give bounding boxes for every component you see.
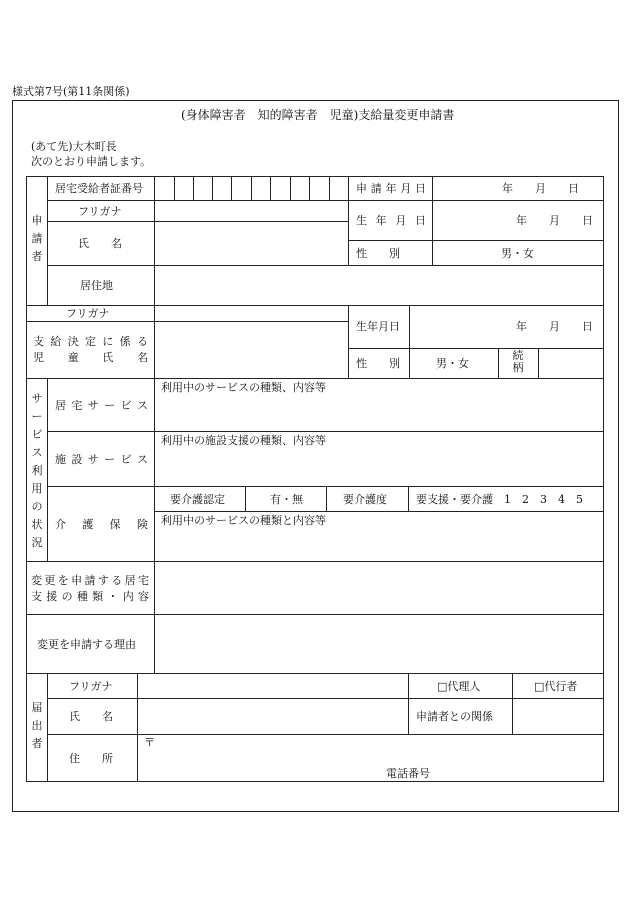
submitter-section-label: 届出者 xyxy=(31,701,43,750)
applicant-furigana-input[interactable] xyxy=(155,201,348,221)
change-kind-input[interactable] xyxy=(155,562,603,614)
child-relation-label: 続柄 xyxy=(512,349,524,374)
care-insurance-label: 介 護 保 険 xyxy=(55,518,148,531)
care-service-input[interactable] xyxy=(155,529,603,561)
cert-no-input[interactable] xyxy=(155,177,348,200)
submitter-name-input[interactable] xyxy=(138,699,408,734)
change-reason-label: 変更を申請する理由 xyxy=(37,638,136,651)
applicant-name-label: 氏 名 xyxy=(78,237,122,250)
submitter-furigana-label: フリガナ xyxy=(69,680,113,693)
care-service-desc: 利用中のサービスの種類と内容等 xyxy=(161,514,326,527)
cert-no-label: 居宅受給者証番号 xyxy=(55,182,143,195)
home-service-desc: 利用中のサービスの種類、内容等 xyxy=(161,381,326,394)
change-reason-input[interactable] xyxy=(155,615,603,673)
applicant-address-input[interactable] xyxy=(155,266,603,305)
applicant-furigana-label: フリガナ xyxy=(78,205,122,218)
care-cert-value[interactable]: 有・無 xyxy=(270,493,303,506)
applicant-dob-label: 生 年 月 日 xyxy=(356,214,426,227)
agent-checkbox[interactable]: □代理人 xyxy=(437,680,481,693)
submitter-furigana-input[interactable] xyxy=(138,674,408,698)
child-furigana-input[interactable] xyxy=(155,306,348,321)
applicant-sex-label: 性 別 xyxy=(356,247,400,260)
facility-service-label: 施 設 サ ー ビ ス xyxy=(55,453,148,466)
applicant-section-label: 申請者 xyxy=(31,214,43,263)
home-service-input[interactable] xyxy=(155,396,603,431)
intro-text: 次のとおり申請します。 xyxy=(31,155,152,168)
facility-service-desc: 利用中の施設支援の種類、内容等 xyxy=(161,434,326,447)
application-date-value[interactable]: 年 月 日 xyxy=(502,182,579,195)
applicant-sex-value[interactable]: 男・女 xyxy=(501,247,534,260)
applicant-dob-value[interactable]: 年 月 日 xyxy=(516,214,593,227)
phone-number-label: 電話番号 xyxy=(386,767,430,780)
submitter-address-label: 住 所 xyxy=(69,752,113,765)
submitter-address-input[interactable] xyxy=(138,735,603,765)
addressee: (あて先)大木町長 xyxy=(31,140,117,153)
child-furigana-label: フリガナ xyxy=(66,307,110,320)
change-kind-label-2: 支 援 の 種 類 ・ 内 容 xyxy=(31,590,149,603)
child-dob-value[interactable]: 年 月 日 xyxy=(516,320,593,333)
home-service-label: 居 宅 サ ー ビ ス xyxy=(55,399,148,412)
proxy-checkbox[interactable]: □代行者 xyxy=(534,680,578,693)
care-cert-label: 要介護認定 xyxy=(170,493,225,506)
service-section-label: サービス利用の状況 xyxy=(31,392,43,549)
change-kind-label-1: 変 更 を 申 請 す る 居 宅 xyxy=(31,574,149,587)
submitter-name-label: 氏 名 xyxy=(69,710,113,723)
form-title: (身体障害者 知的障害者 児童)支給量変更申請書 xyxy=(181,108,455,122)
form-number: 様式第7号(第11条関係) xyxy=(12,85,130,98)
care-level-label: 要介護度 xyxy=(343,493,387,506)
applicant-name-input[interactable] xyxy=(155,222,348,265)
child-dob-label: 生年月日 xyxy=(356,320,400,333)
child-sex-value[interactable]: 男・女 xyxy=(436,357,469,370)
relation-to-applicant-label: 申請者との関係 xyxy=(416,710,493,723)
care-level-value[interactable]: 要支援・要介護 1 2 3 4 5 xyxy=(416,493,583,506)
child-sex-label: 性 別 xyxy=(356,357,400,370)
applicant-address-label: 居住地 xyxy=(80,279,113,292)
relation-to-applicant-input[interactable] xyxy=(513,699,603,734)
child-name-label-2: 児 童 氏 名 xyxy=(33,351,148,364)
application-date-label: 申 請 年 月 日 xyxy=(356,182,426,195)
facility-service-input[interactable] xyxy=(155,449,603,486)
child-name-label-1: 支 給 決 定 に 係 る xyxy=(33,335,148,348)
child-name-input[interactable] xyxy=(155,322,348,378)
child-relation-input[interactable] xyxy=(539,349,603,378)
postal-mark: 〒 xyxy=(144,736,155,749)
